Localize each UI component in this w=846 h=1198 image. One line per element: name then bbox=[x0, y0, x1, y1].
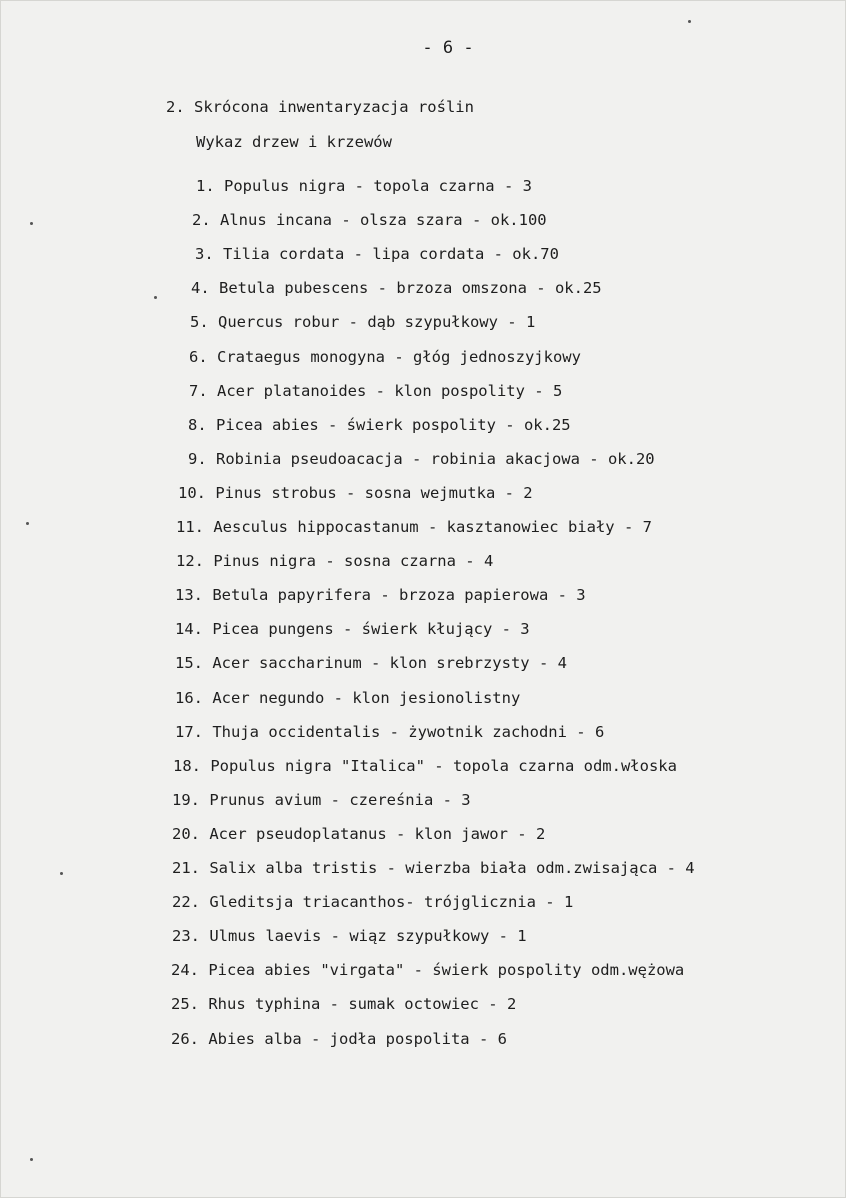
list-item-text: Picea pungens - świerk kłujący - 3 bbox=[212, 620, 530, 639]
list-item bbox=[172, 858, 695, 878]
list-item-gap bbox=[201, 757, 210, 775]
list-item-number: 17. bbox=[175, 722, 203, 741]
scan-speck bbox=[26, 522, 29, 525]
page-number: - 6 - bbox=[422, 38, 474, 58]
list-item bbox=[175, 619, 530, 639]
list-item-number: 21. bbox=[172, 859, 200, 877]
list-item bbox=[171, 960, 684, 980]
scan-speck bbox=[30, 222, 33, 225]
list-item-number: 6. bbox=[189, 347, 208, 366]
list-item bbox=[189, 381, 562, 401]
list-item-number: 19. bbox=[172, 790, 200, 809]
list-item-text: Populus nigra "Italica" - topola czarna odm.włoska bbox=[210, 756, 677, 775]
list-item-text: Acer saccharinum - klon srebrzysty - 4 bbox=[212, 654, 567, 673]
list-item-gap bbox=[210, 279, 219, 297]
list-item-text: Picea abies - świerk pospolity - ok.25 bbox=[216, 415, 571, 434]
list-item bbox=[175, 722, 604, 742]
list-item-text: Prunus avium - czereśnia - 3 bbox=[209, 790, 471, 809]
list-item-text: Rhus typhina - sumak octowiec - 2 bbox=[208, 995, 517, 1014]
list-item-gap bbox=[203, 689, 212, 707]
list-item-gap bbox=[200, 859, 209, 877]
scan-speck bbox=[688, 20, 691, 23]
list-item bbox=[171, 994, 516, 1014]
list-item-text: Crataegus monogyna - głóg jednoszyjkowy bbox=[217, 347, 581, 366]
list-item-number: 16. bbox=[175, 688, 203, 707]
list-item-number: 4. bbox=[191, 279, 210, 298]
list-item-text: Pinus nigra - sosna czarna - 4 bbox=[213, 552, 494, 571]
list-item-number: 24. bbox=[171, 961, 199, 980]
list-item-text: Betula papyrifera - brzoza papierowa - 3 bbox=[212, 586, 586, 605]
list-item-gap bbox=[200, 927, 209, 945]
scan-speck bbox=[60, 872, 63, 875]
list-item bbox=[189, 347, 581, 367]
list-item-gap bbox=[203, 723, 212, 741]
list-item-gap bbox=[204, 518, 213, 536]
list-item bbox=[175, 653, 567, 673]
list-item-gap bbox=[200, 791, 209, 809]
list-item bbox=[172, 790, 471, 810]
list-item-number: 15. bbox=[175, 654, 203, 673]
list-item-number: 18. bbox=[173, 756, 201, 775]
list-item-number: 20. bbox=[172, 824, 200, 843]
list-item-text: Aesculus hippocastanum - kasztanowiec biały - 7 bbox=[213, 518, 652, 536]
list-item-gap bbox=[200, 893, 209, 911]
list-item-text: Populus nigra - topola czarna - 3 bbox=[224, 177, 532, 195]
list-item-number: 9. bbox=[188, 449, 207, 468]
list-item-gap bbox=[200, 825, 209, 843]
list-item-text: Picea abies "virgata" - świerk pospolity odm.wężowa bbox=[208, 961, 685, 980]
list-item bbox=[171, 1029, 507, 1049]
list-item bbox=[173, 756, 677, 776]
list-item bbox=[175, 585, 586, 605]
list-item-number: 13. bbox=[175, 586, 203, 605]
list-item-number: 5. bbox=[190, 313, 209, 332]
list-subtitle: Wykaz drzew i krzewów bbox=[196, 133, 392, 151]
list-item-text: Acer platanoides - klon pospolity - 5 bbox=[217, 381, 563, 400]
list-item-number: 12. bbox=[176, 552, 204, 571]
list-item bbox=[196, 176, 532, 196]
list-item bbox=[178, 483, 533, 503]
list-item-gap bbox=[214, 245, 223, 263]
list-item-gap bbox=[199, 995, 208, 1013]
list-item-text: Acer negundo - klon jesionolistny bbox=[212, 688, 521, 707]
list-item-gap bbox=[207, 416, 216, 434]
list-item bbox=[172, 892, 573, 912]
list-item-gap bbox=[209, 313, 218, 331]
list-item-number: 14. bbox=[175, 620, 203, 639]
list-item-gap bbox=[199, 961, 208, 979]
list-item-text: Salix alba tristis - wierzba biała odm.zwisająca - 4 bbox=[209, 859, 695, 877]
list-item-number: 7. bbox=[189, 381, 208, 400]
list-item bbox=[172, 824, 545, 844]
list-item bbox=[191, 278, 602, 298]
list-item-number: 2. bbox=[192, 211, 211, 230]
list-item-gap bbox=[203, 620, 212, 638]
list-item-number: 8. bbox=[188, 415, 207, 434]
list-item-gap bbox=[203, 586, 212, 604]
list-item bbox=[195, 244, 559, 264]
list-item bbox=[176, 551, 493, 571]
list-item-gap bbox=[207, 450, 216, 468]
section-title: 2. Skrócona inwentaryzacja roślin bbox=[166, 98, 474, 116]
list-item-number: 26. bbox=[171, 1029, 199, 1048]
list-item-gap bbox=[199, 1030, 208, 1048]
list-item-gap bbox=[208, 348, 217, 366]
list-item-number: 23. bbox=[172, 927, 200, 946]
list-item-text: Robinia pseudoacacja - robinia akacjowa - ok.20 bbox=[216, 449, 655, 468]
list-item-text: Tilia cordata - lipa cordata - ok.70 bbox=[223, 245, 559, 264]
list-item-text: Alnus incana - olsza szara - ok.100 bbox=[220, 211, 547, 230]
list-item-gap bbox=[203, 654, 212, 672]
list-item-number: 1. bbox=[196, 177, 215, 195]
list-item bbox=[175, 688, 520, 708]
list-item bbox=[188, 415, 571, 435]
list-item-text: Quercus robur - dąb szypułkowy - 1 bbox=[218, 313, 536, 332]
list-item-number: 25. bbox=[171, 995, 199, 1014]
list-item bbox=[176, 517, 652, 537]
list-item-gap bbox=[208, 382, 217, 400]
list-item-text: Thuja occidentalis - żywotnik zachodni - 6 bbox=[212, 722, 605, 741]
list-item-text: Ulmus laevis - wiąz szypułkowy - 1 bbox=[209, 927, 527, 946]
list-item-text: Gleditsja triacanthos- trójglicznia - 1 bbox=[209, 893, 574, 912]
list-item bbox=[192, 210, 547, 230]
list-item-text: Acer pseudoplatanus - klon jawor - 2 bbox=[209, 824, 546, 843]
list-item bbox=[188, 449, 655, 469]
list-item bbox=[172, 926, 527, 946]
list-item-gap bbox=[206, 484, 215, 502]
list-item bbox=[190, 312, 535, 332]
list-item-text: Betula pubescens - brzoza omszona - ok.25 bbox=[219, 279, 602, 298]
scan-speck bbox=[30, 1158, 33, 1161]
list-item-gap bbox=[211, 211, 220, 229]
list-item-gap bbox=[215, 177, 224, 195]
list-item-number: 22. bbox=[172, 893, 200, 912]
list-item-number: 10. bbox=[178, 483, 206, 502]
scan-speck bbox=[154, 296, 157, 299]
list-item-text: Pinus strobus - sosna wejmutka - 2 bbox=[215, 483, 533, 502]
list-item-gap bbox=[204, 552, 213, 570]
list-item-text: Abies alba - jodła pospolita - 6 bbox=[208, 1029, 507, 1048]
list-item-number: 3. bbox=[195, 245, 214, 264]
list-item-number: 11. bbox=[176, 518, 204, 536]
